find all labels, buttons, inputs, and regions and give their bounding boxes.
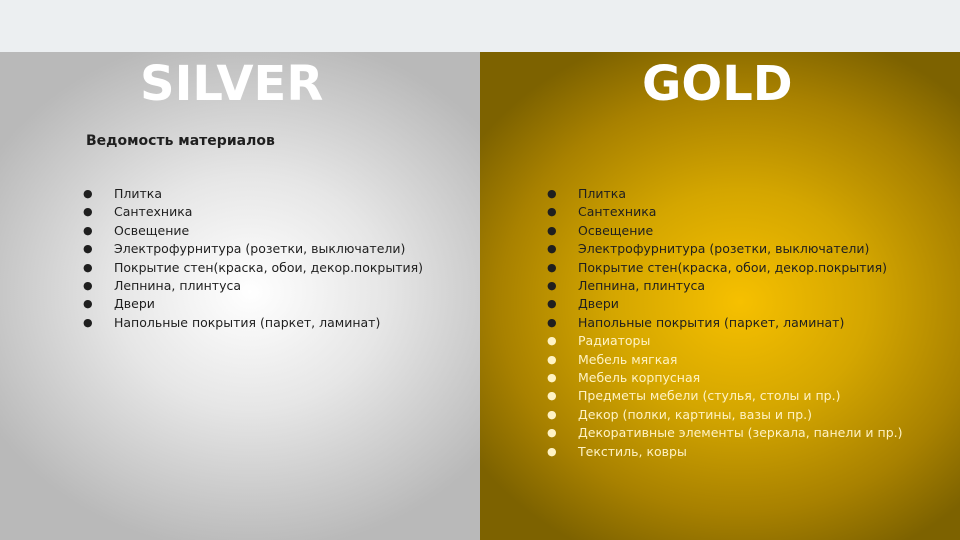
list-item-extra: ● Мебель мягкая bbox=[547, 351, 902, 369]
bullet-icon: ● bbox=[83, 205, 93, 219]
bullet-icon: ● bbox=[547, 279, 557, 293]
bullet-icon: ● bbox=[547, 297, 557, 311]
list-item: ● Покрытие стен(краска, обои, декор.покрытия) bbox=[83, 259, 423, 277]
bullet-icon: ● bbox=[83, 315, 93, 329]
list-item-extra: ● Текстиль, ковры bbox=[547, 443, 902, 461]
bullet-icon: ● bbox=[547, 371, 557, 385]
list-item: ● Напольные покрытия (паркет, ламинат) bbox=[83, 314, 423, 332]
silver-title: SILVER bbox=[140, 56, 324, 112]
list-item: ● Плитка bbox=[83, 185, 423, 203]
list-item: ● Лепнина, плинтуса bbox=[547, 277, 902, 295]
silver-item-list bbox=[83, 185, 423, 332]
list-item: ● Лепнина, плинтуса bbox=[83, 277, 423, 295]
bullet-icon: ● bbox=[83, 297, 93, 311]
bullet-icon: ● bbox=[83, 242, 93, 256]
bullet-icon: ● bbox=[547, 205, 557, 219]
list-item: ● Плитка bbox=[547, 185, 902, 203]
bullet-icon: ● bbox=[83, 279, 93, 293]
bullet-icon: ● bbox=[547, 315, 557, 329]
bullet-icon: ● bbox=[547, 242, 557, 256]
list-item-extra: ● Декор (полки, картины, вазы и пр.) bbox=[547, 406, 902, 424]
top-bar bbox=[0, 0, 960, 52]
list-item: ● Двери bbox=[547, 295, 902, 313]
bullet-icon: ● bbox=[83, 187, 93, 200]
materials-statement-heading: Ведомость материалов bbox=[86, 133, 275, 149]
bullet-icon: ● bbox=[547, 352, 557, 366]
gold-item-list bbox=[547, 185, 902, 461]
bullet-icon: ● bbox=[547, 389, 557, 403]
bullet-icon: ● bbox=[83, 223, 93, 237]
list-item: ● Освещение bbox=[547, 222, 902, 240]
bullet-icon: ● bbox=[547, 260, 557, 274]
list-item: ● Напольные покрытия (паркет, ламинат) bbox=[547, 314, 902, 332]
list-item: ● Двери bbox=[83, 295, 423, 313]
bullet-icon: ● bbox=[547, 187, 557, 200]
list-item-extra: ● Предметы мебели (стулья, столы и пр.) bbox=[547, 387, 902, 405]
gold-panel bbox=[480, 52, 960, 540]
list-item: ● Освещение bbox=[83, 222, 423, 240]
bullet-icon: ● bbox=[547, 426, 557, 440]
bullet-icon: ● bbox=[83, 260, 93, 274]
list-item: ● Электрофурнитура (розетки, выключатели) bbox=[547, 240, 902, 258]
list-item-extra: ● Мебель корпусная bbox=[547, 369, 902, 387]
bullet-icon: ● bbox=[547, 334, 557, 348]
list-item-extra: ● Радиаторы bbox=[547, 332, 902, 350]
bullet-icon: ● bbox=[547, 223, 557, 237]
list-item: ● Электрофурнитура (розетки, выключатели) bbox=[83, 240, 423, 258]
bullet-icon: ● bbox=[547, 444, 557, 458]
bullet-icon: ● bbox=[547, 407, 557, 421]
list-item: ● Сантехника bbox=[547, 203, 902, 221]
gold-title: GOLD bbox=[642, 56, 793, 112]
silver-panel bbox=[0, 52, 480, 540]
list-item: ● Сантехника bbox=[83, 203, 423, 221]
list-item: ● Покрытие стен(краска, обои, декор.покрытия) bbox=[547, 259, 902, 277]
list-item-extra: ● Декоративные элементы (зеркала, панели и пр.) bbox=[547, 424, 902, 442]
